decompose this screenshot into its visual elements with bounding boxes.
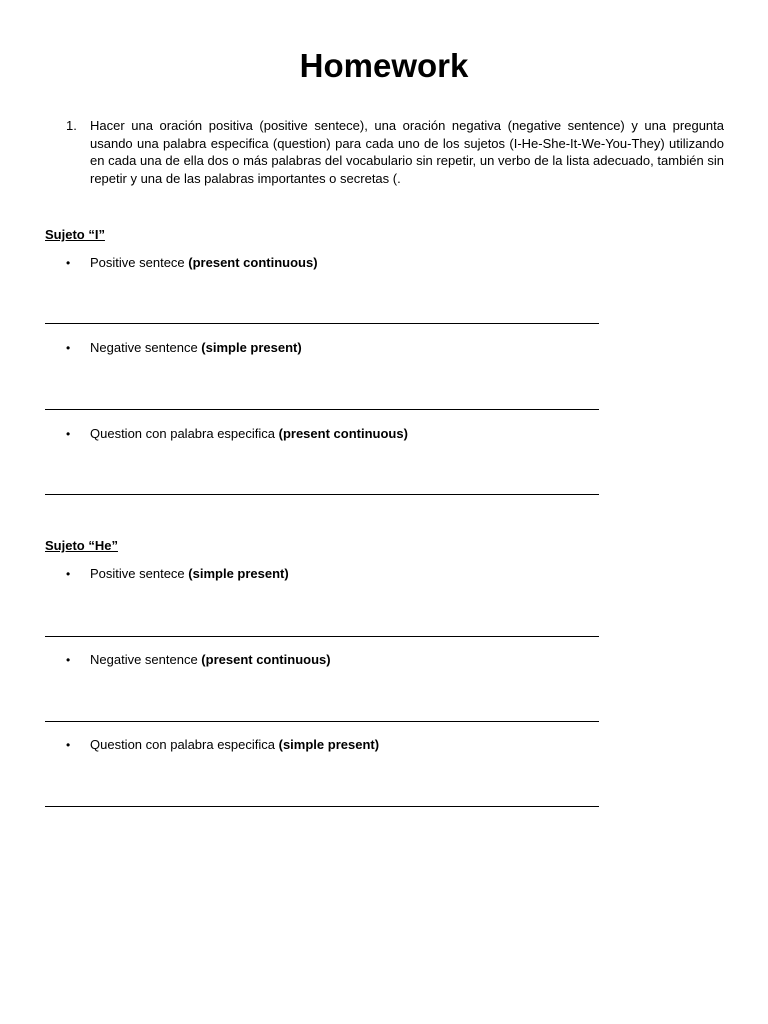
page-title: Homework bbox=[299, 47, 469, 84]
list-item bbox=[66, 426, 408, 442]
item-label: Negative sentence bbox=[90, 652, 202, 667]
instruction-text: Hacer una oración positiva (positive sentece), una oración negativa (negative sentence) y una pregunta usando una palabra especifica (question) para cada uno de los sujetos (I-He-She-It-We-You-They) utilizando en cada una de ella dos o más palabras del vocabulario sin repetir, un verbo de la lista adecuado, también sin repetir y una de las palabras importantes o secretas (. bbox=[90, 118, 724, 186]
item-label: Question con palabra especifica bbox=[90, 737, 279, 752]
answer-line[interactable] bbox=[45, 806, 599, 807]
answer-line[interactable] bbox=[45, 721, 599, 722]
list-item bbox=[66, 652, 331, 668]
list-item bbox=[66, 255, 318, 271]
bullet-icon: • bbox=[66, 653, 71, 667]
item-tense: (simple present) bbox=[278, 737, 380, 752]
item-label: Question con palabra especifica bbox=[90, 426, 279, 441]
answer-line[interactable] bbox=[45, 409, 599, 410]
subject-heading-i: Sujeto “I” bbox=[45, 227, 105, 242]
subject-heading-he: Sujeto “He” bbox=[45, 538, 118, 553]
item-label: Positive sentece bbox=[90, 255, 189, 270]
bullet-icon: • bbox=[66, 256, 71, 270]
bullet-icon: • bbox=[66, 738, 71, 752]
bullet-icon: • bbox=[66, 567, 71, 581]
item-tense: (simple present) bbox=[188, 566, 289, 581]
instruction-item bbox=[66, 117, 724, 187]
list-item bbox=[66, 340, 302, 356]
item-tense: (present continuous) bbox=[188, 255, 318, 270]
instruction-number: 1. bbox=[66, 118, 77, 133]
list-item bbox=[66, 737, 379, 753]
item-tense: (present continuous) bbox=[201, 652, 331, 667]
item-label: Negative sentence bbox=[90, 340, 202, 355]
item-tense: (present continuous) bbox=[278, 426, 408, 441]
item-label: Positive sentece bbox=[90, 566, 189, 581]
item-tense: (simple present) bbox=[201, 340, 302, 355]
bullet-icon: • bbox=[66, 341, 71, 355]
answer-line[interactable] bbox=[45, 494, 599, 495]
answer-line[interactable] bbox=[45, 323, 599, 324]
answer-line[interactable] bbox=[45, 636, 599, 637]
list-item bbox=[66, 566, 289, 582]
bullet-icon: • bbox=[66, 427, 71, 441]
